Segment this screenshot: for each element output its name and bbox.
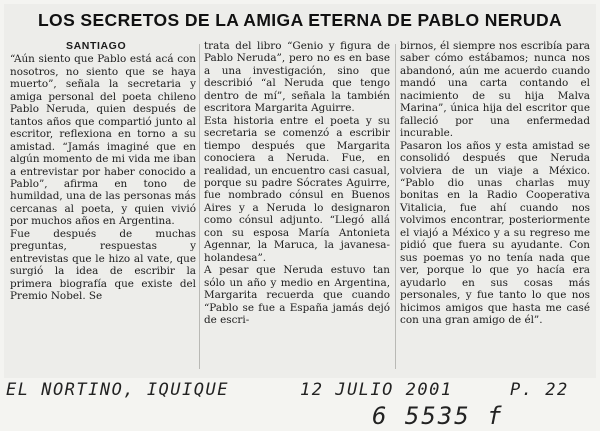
source-note: EL NORTINO, IQUIQUE (6, 380, 229, 400)
headline: LOS SECRETOS DE LA AMIGA ETERNA DE PABLO NERUDA (37, 10, 563, 30)
paragraph: Esta historia entre el poeta y su secretaria se comenzó a escribir tiempo después que Margarita conociera a Neruda. Fue, en realidad, un encuentro casi casual, porque su padre Sócrates Aguirre, fue nombrado cónsul en Buenos Aires y a Neruda lo designaron como cónsul adjunto. “Llegó allá con su esposa María Antonieta Agennar, la Maruca, la javanesa-holandesa”. (204, 114, 390, 264)
paragraph: Pasaron los años y esta amistad se consolidó después que Neruda volviera de un viaje a México. “Pablo dio unas charlas muy bonitas en la Radio Cooperativa Vitalicia, fue ahí cuando nos volvimos encontrar, posteriormente el viajó a México y a su regreso me pidió que fuera su ayudante. Con sus poemas yo no tenía nada que ver, porque lo que yo hacía era ayudarlo en sus cosas más personales, y fue tanto lo que nos hicimos amigos que hasta me casé con una gran amigo de él”. (400, 139, 590, 326)
page-note: P. 22 (510, 380, 569, 400)
column-divider (199, 44, 200, 369)
article-column-1 (10, 40, 196, 303)
archive-shelfmark: 6 5535 f (372, 402, 504, 430)
paragraph: Fue después de muchas preguntas, respuestas y entrevistas que le hizo al vate, que surgió la idea de escribir la primera biografía que existe del Premio Nobel. Se (10, 227, 196, 303)
newspaper-clipping (4, 4, 596, 378)
dateline: SANTIAGO (66, 40, 127, 52)
paragraph: “Aún siento que Pablo está acá con nosotros, no siento que se haya muerto”, señala la secretaria y amiga personal del poeta chileno Pablo Neruda, quien después de tantos años que compartió junto al escritor, reflexiona en torno a su amistad. “Jamás imaginé que en algún momento de mi vida me iban a entrevistar por haber conocido a Pablo”, afirma en tono de humildad, una de las personas más cercanas al poeta, y quien vivió por muchos años en Argentina. (10, 53, 196, 228)
paragraph: A pesar que Neruda estuvo tan sólo un año y medio en Argentina, Margarita recuerda que cuando “Pablo se fue a España jamás dejó de escri- (204, 264, 390, 326)
date-note: 12 JULIO 2001 (300, 380, 453, 400)
column-divider (395, 44, 396, 369)
paragraph: trata del libro “Genio y figura de Pablo Neruda”, pero no es en base a una investigación, sino que describió “al Neruda que tengo dentro de mí”, señala la también escritora Margarita Aguirre. (204, 40, 390, 115)
paragraph: birnos, él siempre nos escribía para saber cómo estábamos; nunca nos abandonó, aún me acuerdo cuando mandó una carta contando el nacimiento de su hija Malva Marina”, única hija del escritor que falleció por una enfermedad incurable. (400, 40, 590, 140)
article-column-3 (400, 40, 590, 326)
article-column-2 (204, 40, 390, 326)
